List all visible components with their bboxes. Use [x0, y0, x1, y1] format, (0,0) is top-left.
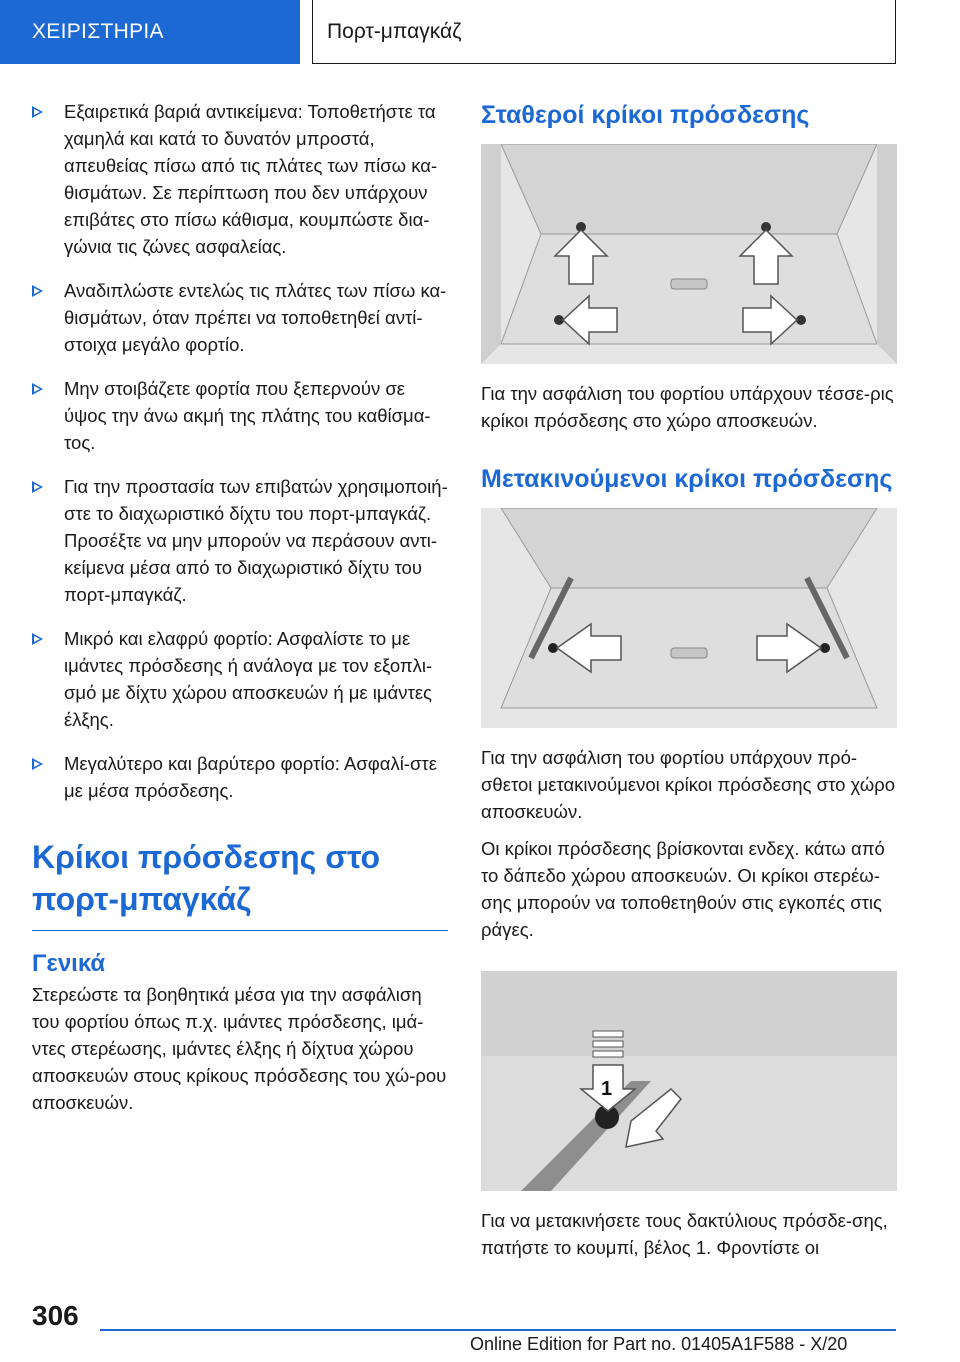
triangle-bullet-icon: [32, 106, 43, 118]
movable-rings-caption: Για την ασφάλιση του φορτίου υπάρχουν πρό-σθετοι μετακινούμενοι κρίκοι πρόσδεσης στο χώρο αποσκευών.: [481, 747, 896, 822]
movable-rings-photo: [481, 508, 897, 728]
triangle-bullet-icon: [32, 758, 43, 770]
triangle-bullet-icon: [32, 633, 43, 645]
fixed-rings-photo: [481, 144, 897, 364]
fixed-rings-caption: Για την ασφάλιση του φορτίου υπάρχουν τέσσε-ρις κρίκοι πρόσδεσης στο χώρο αποσκευών.: [481, 383, 894, 431]
bullet-item: Μικρό και ελαφρύ φορτίο: Ασφαλίστε το με ιμάντες πρόσδεσης ή ανάλογα με τον εξοπλι-σμό με δίχτυ χώρου αποσκευών ή με ιμάντες έλξης.: [32, 625, 448, 733]
footer-divider: [100, 1329, 896, 1331]
bullet-item: Μην στοιβάζετε φορτία που ξεπερνούν σε ύψος την άνω ακμή της πλάτης του καθίσμα-τος.: [32, 375, 448, 456]
movable-rings-location-text: Οι κρίκοι πρόσδεσης βρίσκονται ενδεχ. κάτω από το δάπεδο χώρου αποσκευών. Οι κρίκοι στερέω-σης μπορούν να τοποθετηθούν στις εγκοπές στις ράγες.: [481, 838, 885, 940]
movable-rings-heading: Μετακινούμενοι κρίκοι πρόσδεσης: [481, 465, 893, 493]
section-heading: Κρίκοι πρόσδεσης στο πορτ-μπαγκάζ: [32, 836, 448, 931]
ring-button-photo: [481, 971, 897, 1191]
bullet-item: Μεγαλύτερο και βαρύτερο φορτίο: Ασφαλί-στε με μέσα πρόσδεσης.: [32, 750, 448, 804]
fixed-rings-heading: Σταθεροί κρίκοι πρόσδεσης: [481, 101, 810, 129]
footer-edition: Online Edition for Part no. 01405A1F588 - X/20: [470, 1334, 848, 1354]
left-column: [32, 98, 448, 1116]
arrow-callout-number: 1: [601, 1078, 613, 1100]
bullet-item: Αναδιπλώστε εντελώς τις πλάτες των πίσω κα-θισμάτων, όταν πρέπει να τοποθετηθεί αντί-στοιχα μεγάλο φορτίο.: [32, 277, 448, 358]
bullet-item: Για την προστασία των επιβατών χρησιμοποιή-στε το διαχωριστικό δίχτυ του πορτ-μπαγκάζ. Προσέξτε να μην μπορούν να περάσουν αντι-κείμενα μέσα από το διαχωριστικό δίχτυ του πορτ-μπαγκάζ.: [32, 473, 448, 608]
right-column: [481, 98, 897, 1261]
triangle-bullet-icon: [32, 481, 43, 493]
header-section-tab: ΧΕΙΡΙΣΤΗΡΙΑ: [0, 0, 300, 64]
subsection-heading: Γενικά: [32, 950, 106, 977]
page-number: 306: [32, 1300, 79, 1331]
header-chapter-title: Πορτ-μπαγκάζ: [312, 0, 896, 64]
triangle-bullet-icon: [32, 285, 43, 297]
general-paragraph: Στερεώστε τα βοηθητικά μέσα για την ασφάλιση του φορτίου όπως π.χ. ιμάντες πρόσδεσης, ιμά-ντες στερέωσης, ιμάντες έλξης ή δίχτυα χώρου αποσκευών στους κρίκους πρόσδεσης του χώ-ρου αποσκευών.: [32, 984, 447, 1113]
bullet-item: Εξαιρετικά βαριά αντικείμενα: Τοποθετήστε τα χαμηλά και κατά το δυνατόν μπροστά, απευθείας πίσω από τις πλάτες των πίσω κα-θισμάτων. Σε περίπτωση που δεν υπάρχουν επιβάτες στο πίσω κάθισμα, κουμπώστε δια-γώνια τις ζώνες ασφαλείας.: [32, 98, 448, 260]
triangle-bullet-icon: [32, 383, 43, 395]
move-ring-caption: Για να μετακινήσετε τους δακτύλιους πρόσδε-σης, πατήστε το κουμπί, βέλος 1. Φροντίστε οι: [481, 1210, 888, 1258]
